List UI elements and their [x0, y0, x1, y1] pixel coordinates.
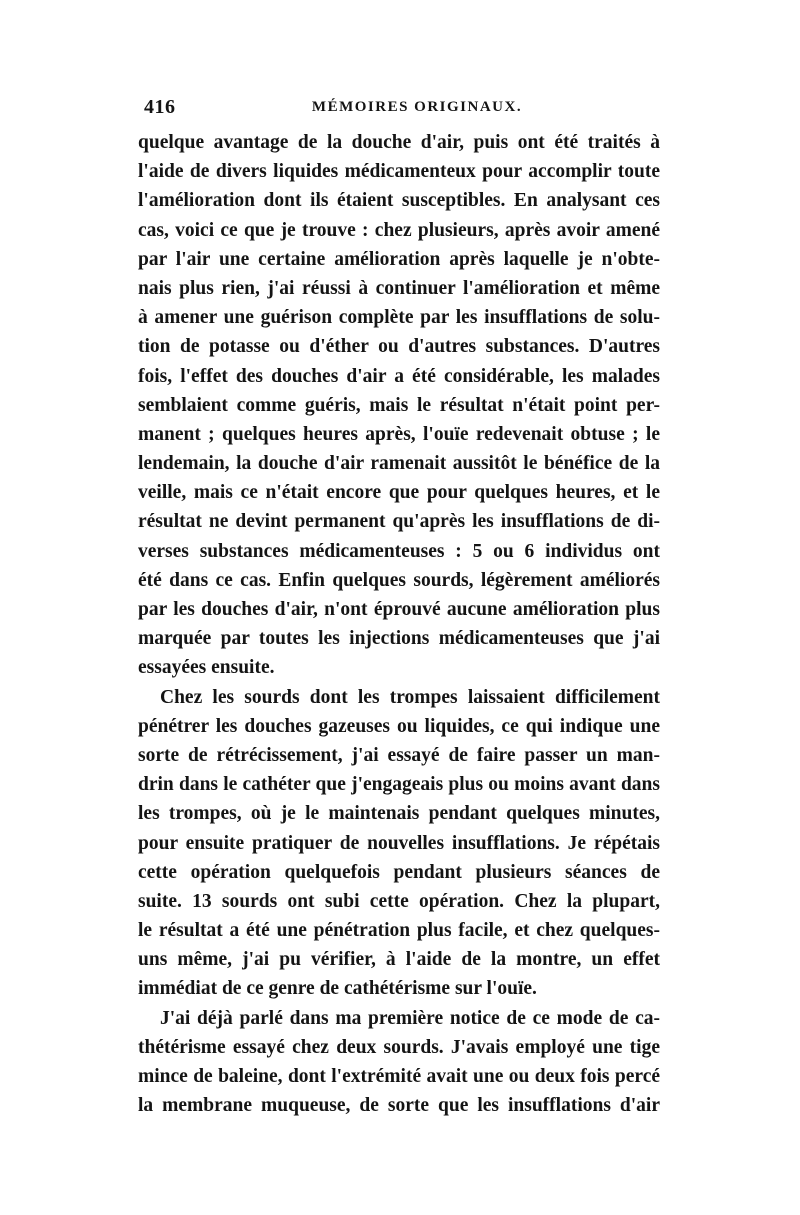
- text-line: mince de baleine, dont l'extrémité avait une ou deux fois percé: [138, 1066, 660, 1087]
- text-line: cette opération quelquefois pendant plusieurs séances de: [138, 861, 660, 883]
- text-line: manent ; quelques heures après, l'ouïe redevenait obtuse ; le: [138, 423, 660, 445]
- text-line: uns même, j'ai pu vérifier, à l'aide de la montre, un effet: [138, 949, 660, 971]
- text-line: été dans ce cas. Enfin quelques sourds, légèrement améliorés: [138, 569, 660, 591]
- text-line: marquée par toutes les injections médicamenteuses que j'ai: [138, 628, 660, 650]
- text-line: l'aide de divers liquides médicamenteux pour accomplir toute: [138, 161, 660, 183]
- text-line: les trompes, où je le maintenais pendant quelques minutes,: [138, 803, 660, 825]
- text-line: semblaient comme guéris, mais le résultat n'était point per-: [138, 394, 660, 416]
- paragraph-end-line: essayées ensuite.: [138, 657, 275, 679]
- text-line: pénétrer les douches gazeuses ou liquides, ce qui indique une: [138, 715, 660, 737]
- text-line: tion de potasse ou d'éther ou d'autres substances. D'autres: [138, 336, 660, 358]
- text-line: veille, mais ce n'était encore que pour quelques heures, et le: [138, 482, 660, 504]
- text-line: sorte de rétrécissement, j'ai essayé de faire passer un man-: [138, 744, 660, 766]
- text-line: par les douches d'air, n'ont éprouvé aucune amélioration plus: [138, 599, 660, 620]
- body-text: [138, 128, 660, 1120]
- text-line: suite. 13 sourds ont subi cette opération. Chez la plupart,: [138, 890, 660, 912]
- text-line: verses substances médicamenteuses : 5 ou 6 individus ont: [138, 540, 660, 562]
- page-number: 416: [144, 96, 176, 118]
- text-line: lendemain, la douche d'air ramenait aussitôt le bénéfice de la: [138, 453, 660, 475]
- text-line: le résultat a été une pénétration plus facile, et chez quelques-: [138, 920, 660, 942]
- paragraph-start-line: Chez les sourds dont les trompes laissaient difficilement: [160, 686, 660, 708]
- paragraph-end-line: immédiat de ce genre de cathétérisme sur l'ouïe.: [138, 978, 537, 1000]
- text-line: thétérisme essayé chez deux sourds. J'avais employé une tige: [138, 1036, 660, 1058]
- text-line: cas, voici ce que je trouve : chez plusieurs, après avoir amené: [138, 219, 660, 241]
- text-line: résultat ne devint permanent qu'après les insufflations de di-: [138, 511, 660, 533]
- text-line: fois, l'effet des douches d'air a été considérable, les malades: [138, 365, 660, 387]
- text-line: nais plus rien, j'ai réussi à continuer l'amélioration et même: [138, 277, 660, 299]
- running-title: MÉMOIRES ORIGINAUX.: [311, 99, 523, 115]
- running-head: [140, 96, 660, 126]
- text-line: par l'air une certaine amélioration après laquelle je n'obte-: [138, 248, 660, 270]
- text-line: drin dans le cathéter que j'engageais plus ou moins avant dans: [138, 774, 660, 796]
- text-line: la membrane muqueuse, de sorte que les insufflations d'air: [138, 1095, 660, 1117]
- text-line: l'amélioration dont ils étaient susceptibles. En analysant ces: [138, 190, 660, 212]
- text-line: à amener une guérison complète par les insufflations de solu-: [138, 307, 660, 329]
- text-line: pour ensuite pratiquer de nouvelles insufflations. Je répétais: [138, 832, 660, 854]
- text-line: quelque avantage de la douche d'air, puis ont été traités à: [138, 132, 660, 153]
- paragraph-start-line: J'ai déjà parlé dans ma première notice de ce mode de ca-: [160, 1007, 660, 1029]
